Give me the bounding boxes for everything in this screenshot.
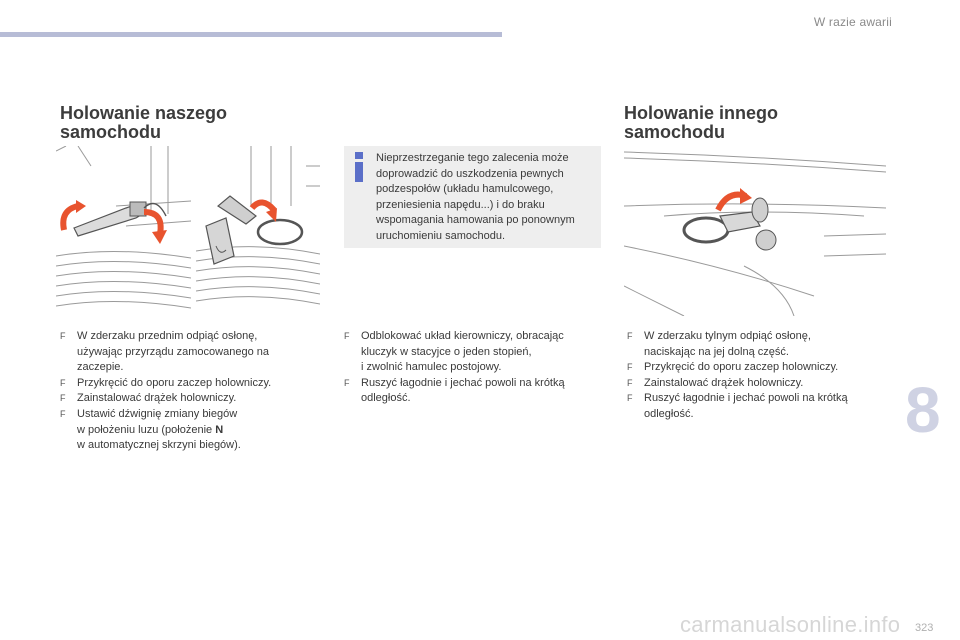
step-item: F Odblokować układ kierowniczy, obracając kluczyk w stacyjce o jeden stopień, i zwolnić hamulec postojowy. bbox=[344, 330, 564, 374]
bullet-marker: F bbox=[60, 331, 66, 341]
step-item: F Przykręcić do oporu zaczep holowniczy. bbox=[60, 376, 322, 392]
bullet-marker: F bbox=[627, 377, 633, 388]
rotation-arrow-icon bbox=[714, 186, 754, 216]
bullet-marker: F bbox=[627, 393, 633, 404]
step-item: F Zainstalować drążek holowniczy. bbox=[60, 391, 322, 407]
step-item: F Ruszyć łagodnie i jechać powoli na krótką odległość. bbox=[627, 392, 848, 420]
step-item: F W zderzaku przednim odpiąć osłonę, używając przyrządu zamocowanego na zaczepie. bbox=[60, 330, 269, 374]
gear-position-n: N bbox=[215, 423, 224, 436]
bullet-marker: F bbox=[60, 377, 66, 388]
bullet-marker: F bbox=[627, 331, 633, 341]
bullet-marker: F bbox=[60, 408, 66, 419]
step-item: F Ruszyć łagodnie i jechać powoli na krótką odległość. bbox=[344, 376, 565, 405]
step-item: F W zderzaku tylnym odpiąć osłonę, naciskając na jej dolną część. bbox=[627, 330, 811, 358]
heading-tow-own-car: Holowanie naszego samochodu bbox=[60, 103, 228, 142]
step-item: F Przykręcić do oporu zaczep holowniczy. bbox=[627, 360, 889, 376]
bullet-marker: F bbox=[344, 377, 350, 388]
steps-tow-own-car bbox=[60, 329, 322, 454]
header-accent-bar bbox=[0, 32, 502, 37]
chapter-number: 8 bbox=[905, 374, 941, 446]
page-number: 323 bbox=[915, 622, 934, 634]
info-icon bbox=[352, 152, 366, 182]
info-box bbox=[344, 146, 601, 248]
bullet-marker: F bbox=[344, 331, 350, 341]
rotation-arrow-icon bbox=[58, 200, 88, 240]
heading-tow-other-car: Holowanie innego samochodu bbox=[624, 103, 779, 142]
watermark: carmanualsonline.info bbox=[680, 612, 901, 637]
steps-tow-other-car bbox=[627, 329, 889, 423]
bullet-marker: F bbox=[60, 393, 66, 404]
illustration-rear-hook bbox=[624, 146, 886, 316]
info-text: Nieprzestrzeganie tego zalecenia może doprowadzić do uszkodzenia pewnych podzespołów (układu hamulcowego, przeniesienia napędu...) i do braku wspomagania hamowania po ponownym uruchomieniu samochodu. bbox=[376, 152, 575, 242]
section-title: W razie awarii bbox=[813, 15, 892, 29]
bullet-marker: F bbox=[627, 362, 633, 373]
rotation-arrow-icon bbox=[248, 196, 278, 232]
steps-middle bbox=[344, 329, 606, 407]
rotation-arrow-icon bbox=[138, 206, 168, 246]
step-item: F Ustawić dźwignię zmiany biegów w położeniu luzu (położenie N w automatycznej skrzyni biegów). bbox=[60, 407, 241, 452]
step-item: F Zainstalować drążek holowniczy. bbox=[627, 376, 889, 392]
